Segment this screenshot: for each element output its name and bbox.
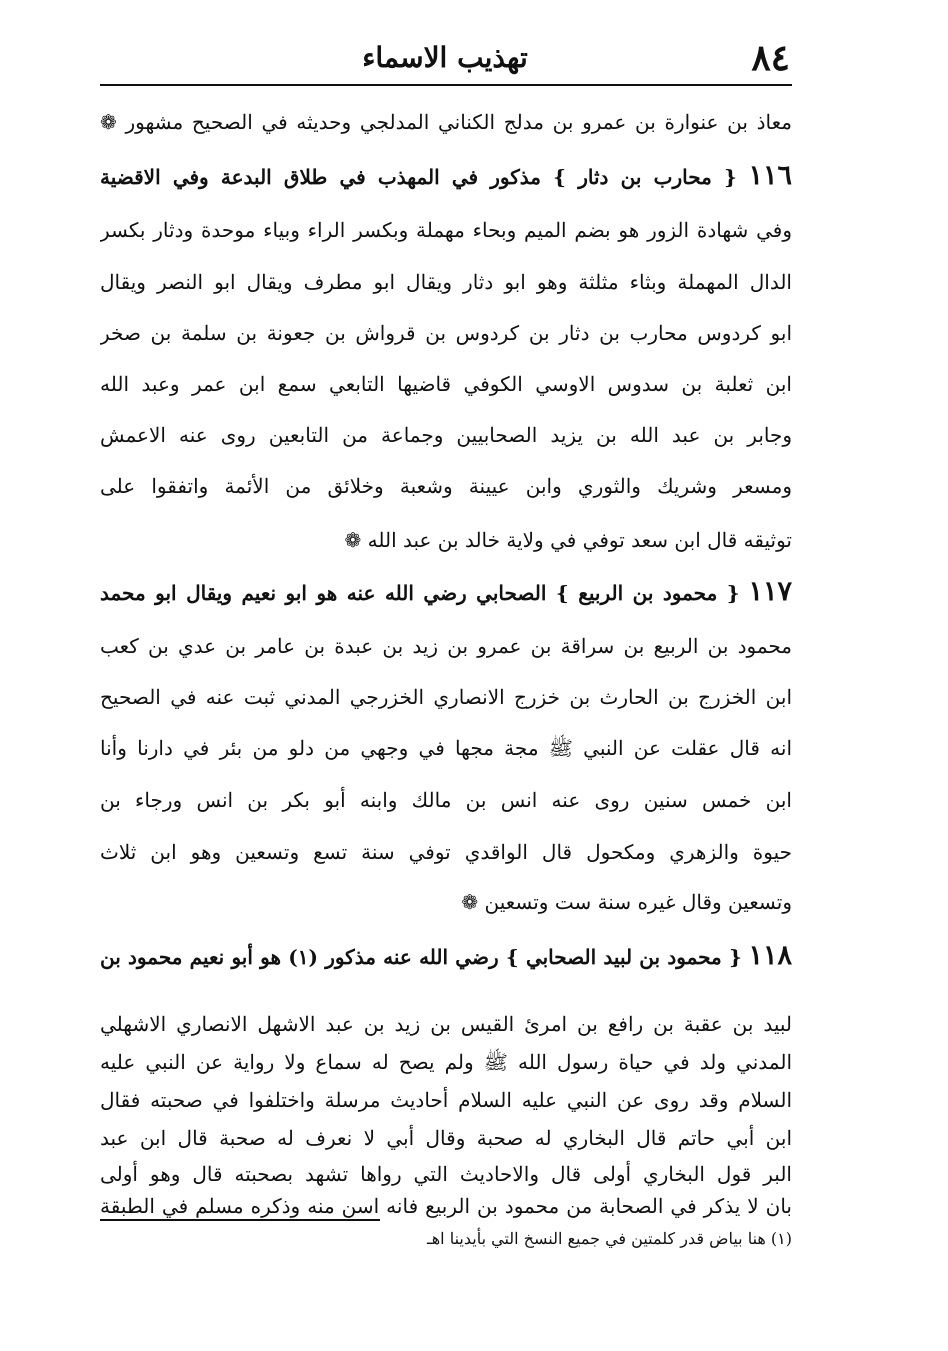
entry-116-heading-line bbox=[100, 156, 792, 196]
footnote: (١) هنا بياض قدر كلمتين في جميع النسخ التي بأيدينا اهـ bbox=[427, 1229, 792, 1248]
entry-number: ١١٨ bbox=[748, 940, 792, 971]
text-line: انه قال عقلت عن النبي ﷺ مجة مجها في وجهي من دلو من بئر في دارنا وأنا bbox=[100, 736, 792, 760]
entry-117-heading-line bbox=[100, 572, 792, 612]
text-line: لبيد بن عقبة بن رافع بن امرئ القيس بن زيد بن عبد الاشهل الانصاري الاشهلي bbox=[100, 1012, 792, 1036]
running-title: تهذيب الاسماء bbox=[362, 41, 528, 74]
text-line: وفي شهادة الزور هو بضم الميم وبحاء مهملة وبكسر الراء وبياء موحدة ودثار بكسر bbox=[100, 218, 792, 242]
text-line: الدال المهملة وبثاء مثلثة وهو ابو دثار ويقال ابو مطرف ويقال ابو النصر ويقال bbox=[100, 270, 792, 294]
entry-text: { محارب بن دثار } مذكور في المهذب في طلاق البدعة وفي الاقضية bbox=[100, 165, 737, 189]
page-header bbox=[100, 30, 790, 88]
text-line: ابن خمس سنين روى عنه انس بن مالك وابنه أبو بكر بن انس ورجاء بن bbox=[100, 788, 792, 812]
entry-118-heading-line bbox=[100, 936, 792, 976]
text-line: حيوة والزهري ومكحول قال الواقدي توفي سنة تسع وتسعين وهو ابن ثلاث bbox=[100, 840, 792, 864]
page-number: ٨٤ bbox=[751, 37, 790, 79]
text-line: توثيقه قال ابن سعد توفي في ولاية خالد بن عبد الله ❁ bbox=[344, 528, 792, 552]
text-line: ابن ثعلبة بن سدوس الاوسي الكوفي قاضيها التابعي سمع ابن عمر وعبد الله bbox=[100, 372, 792, 396]
text-line: ابن أبي حاتم قال البخاري له صحبة وقال أبي لا نعرف له صحبة قال ابن عبد bbox=[100, 1126, 792, 1150]
entry-text: { محمود بن الربيع } الصحابي رضي الله عنه هو ابو نعيم ويقال ابو محمد bbox=[100, 581, 740, 605]
text-line: بان لا يذكر في الصحابة من محمود بن الربيع فانه اسن منه وذكره مسلم في الطبقة bbox=[100, 1194, 792, 1218]
text-line: البر قول البخاري أولى قال والاحاديث التي رواها تشهد بصحبته قال وهو أولى bbox=[100, 1162, 792, 1186]
text-line: محمود بن الربيع بن سراقة بن عمرو بن زيد بن عبدة بن عامر بن عدي بن كعب bbox=[100, 634, 792, 658]
header-rule bbox=[100, 84, 792, 86]
text-line: المدني ولد في حياة رسول الله ﷺ ولم يصح له سماع ولا رواية عن النبي عليه bbox=[100, 1050, 792, 1074]
text-line: معاذ بن عنوارة بن عمرو بن مدلج الكناني المدلجي وحديثه في الصحيح مشهور ❁ bbox=[100, 110, 792, 134]
entry-number: ١١٧ bbox=[748, 576, 792, 607]
text-line: ومسعر وشريك والثوري وابن عيينة وشعبة وخلائق من الأئمة واتفقوا على bbox=[100, 474, 792, 498]
entry-text: { محمود بن لبيد الصحابي } رضي الله عنه مذكور (١) هو أبو نعيم محمود بن bbox=[100, 945, 742, 969]
text-line: ابو كردوس محارب بن دثار بن كردوس بن قرواش بن جعونة بن سلمة بن صخر bbox=[100, 321, 792, 345]
entry-number: ١١٦ bbox=[748, 160, 792, 191]
text-line: ابن الخزرج بن الحارث بن خزرج الانصاري الخزرجي المدني ثبت عنه في الصحيح bbox=[100, 685, 792, 709]
text-line: السلام وقد روى عن النبي عليه السلام أحاديث مرسلة واختلفوا في صحبته فقال bbox=[100, 1088, 792, 1112]
text-line: وجابر بن عبد الله بن يزيد الصحابيين وجماعة من التابعين روى عنه الاعمش bbox=[100, 423, 792, 447]
text-line: وتسعين وقال غيره سنة ست وتسعين ❁ bbox=[461, 890, 792, 914]
